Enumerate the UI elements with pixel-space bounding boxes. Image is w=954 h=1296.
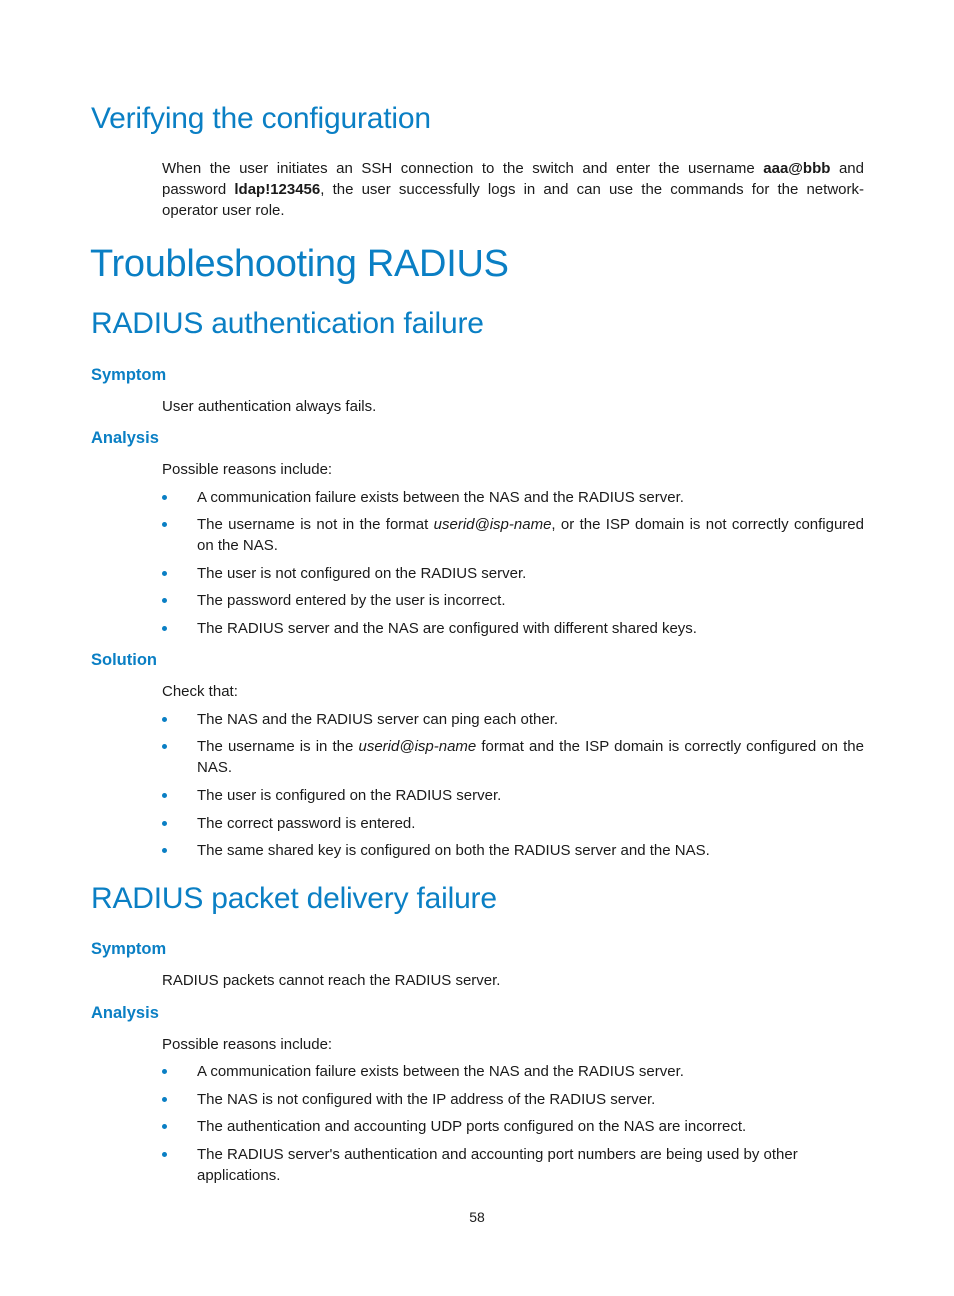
page-number: 58 <box>469 1209 485 1225</box>
list-item-text: The NAS is not configured with the IP address of the RADIUS server. <box>197 1091 656 1108</box>
list-item-text-post: , or the ISP domain is not correctly configured on the NAS. <box>197 516 864 554</box>
list-item <box>162 590 864 611</box>
bullet-icon <box>162 1124 167 1129</box>
list-item-text: A communication failure exists between the NAS and the RADIUS server. <box>197 489 684 506</box>
list-item <box>162 709 864 730</box>
bullet-icon <box>162 495 167 500</box>
list-item-text: The password entered by the user is incorrect. <box>197 592 506 609</box>
verifying-text-2: and password <box>162 160 864 198</box>
bullet-icon <box>162 848 167 853</box>
format-placeholder: userid@isp-name <box>433 516 552 533</box>
list-item <box>162 813 864 834</box>
list-item-text: The RADIUS server's authentication and accounting port numbers are being used by other applications. <box>197 1146 798 1184</box>
list-item <box>162 1116 864 1137</box>
list-item-text <box>197 514 864 556</box>
list-item <box>162 840 864 861</box>
list-item <box>162 487 864 508</box>
bullet-icon <box>162 821 167 826</box>
list-item-text <box>197 736 864 778</box>
bullet-icon <box>162 1152 167 1157</box>
section-heading-auth-failure: RADIUS authentication failure <box>91 307 484 340</box>
subheading-analysis: Analysis <box>91 1004 159 1022</box>
bullet-icon <box>162 1069 167 1074</box>
bullet-icon <box>162 598 167 603</box>
list-item-text-pre: The username is in the <box>197 738 359 755</box>
verifying-paragraph <box>162 158 864 221</box>
list-item-text: The user is configured on the RADIUS server. <box>197 787 502 804</box>
list-item-text: The same shared key is configured on both the RADIUS server and the NAS. <box>197 842 710 859</box>
bullet-icon <box>162 522 167 527</box>
format-placeholder: userid@isp-name <box>358 738 477 755</box>
username-value: aaa@bbb <box>763 160 831 177</box>
symptom-text: RADIUS packets cannot reach the RADIUS server. <box>162 972 501 989</box>
subheading-symptom: Symptom <box>91 366 167 384</box>
password-value: ldap!123456 <box>234 181 321 198</box>
bullet-icon <box>162 744 167 749</box>
bullet-icon <box>162 626 167 631</box>
bullet-icon <box>162 717 167 722</box>
list-item <box>162 514 864 556</box>
analysis-intro: Possible reasons include: <box>162 461 333 478</box>
list-item <box>162 1089 864 1110</box>
list-item-text: The correct password is entered. <box>197 815 416 832</box>
list-item <box>162 1144 864 1186</box>
list-item-text: The RADIUS server and the NAS are configured with different shared keys. <box>197 620 697 637</box>
bullet-icon <box>162 1097 167 1102</box>
solution-intro: Check that: <box>162 683 238 700</box>
list-item <box>162 563 864 584</box>
subheading-analysis: Analysis <box>91 429 159 447</box>
list-item-text-pre: The username is not in the format <box>197 516 434 533</box>
verifying-text-1: When the user initiates an SSH connection to the switch and enter the username <box>162 160 764 177</box>
list-item <box>162 785 864 806</box>
chapter-title: Troubleshooting RADIUS <box>90 243 509 285</box>
subheading-symptom: Symptom <box>91 940 167 958</box>
list-item-text: A communication failure exists between the NAS and the RADIUS server. <box>197 1063 684 1080</box>
list-item <box>162 1061 864 1082</box>
list-item-text: The NAS and the RADIUS server can ping each other. <box>197 711 559 728</box>
list-item <box>162 618 864 639</box>
bullet-icon <box>162 571 167 576</box>
bullet-icon <box>162 793 167 798</box>
list-item <box>162 736 864 778</box>
list-item-text: The user is not configured on the RADIUS server. <box>197 565 527 582</box>
subheading-solution: Solution <box>91 651 157 669</box>
list-item-text-post: format and the ISP domain is correctly configured on the NAS. <box>197 738 864 776</box>
analysis-intro: Possible reasons include: <box>162 1036 333 1053</box>
section-heading-packet-failure: RADIUS packet delivery failure <box>91 882 497 915</box>
verifying-text-3: , the user successfully logs in and can use the commands for the network-operator user role. <box>162 181 864 219</box>
symptom-text: User authentication always fails. <box>162 398 377 415</box>
list-item-text: The authentication and accounting UDP ports configured on the NAS are incorrect. <box>197 1118 747 1135</box>
section-heading-verifying: Verifying the configuration <box>91 102 431 135</box>
